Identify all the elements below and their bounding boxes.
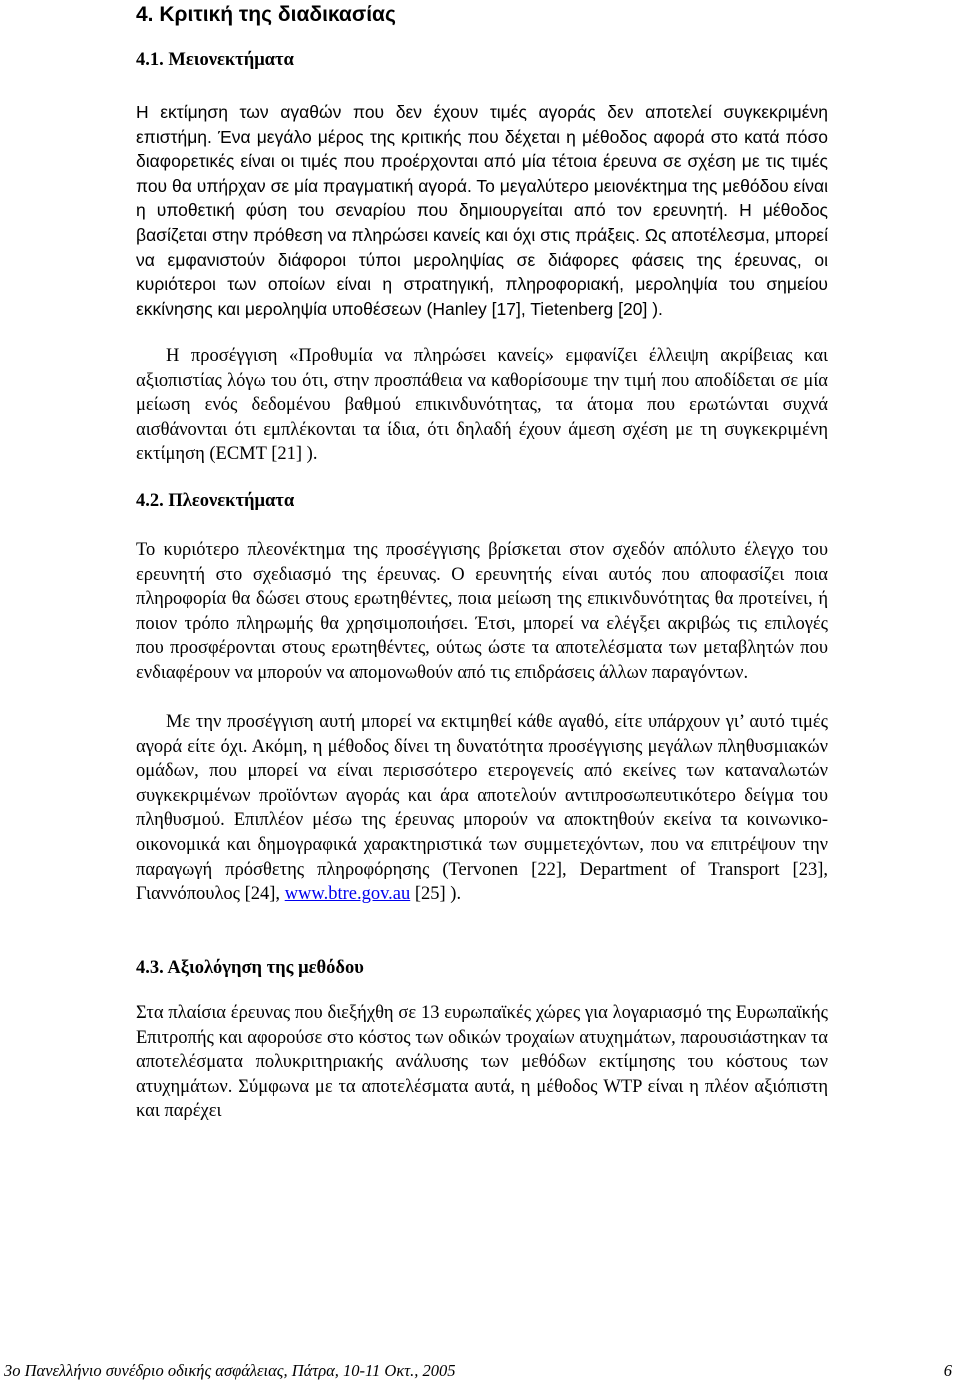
footer-page-number: 6: [943, 1361, 952, 1380]
paragraph-advantages-1: Το κυριότερο πλεονέκτημα της προσέγγισης βρίσκεται στον σχεδόν απόλυτο έλεγχο του ερευνητή στο σχεδιασμό της έρευνας. Ο ερευνητής είναι αυτός που αποφασίζει ποια πληροφορία θα δώσει στους ερωτηθέντες, ποια μείωση της επικινδυνότητας θα προτείνει, ή ποιον τρόπο πληρωμής θα χρησιμοποιήσει. Έτσι, μπορεί να ελέγξει ακριβώς τις επιλογές που προσφέρονται στους ερωτηθέντες, ούτως ώστε τα αποτελέσματα των μεταβλητών που ενδιαφέρουν να μπορούν να απομονωθούν από τις επιδράσεις άλλων παραγόντων.: [136, 540, 828, 683]
paragraph-advantages-2: [136, 710, 828, 907]
paragraph-advantages-2-end: [25] ).: [410, 884, 462, 905]
paragraph-disadvantages-1: Η εκτίμηση των αγαθών που δεν έχουν τιμές αγοράς δεν αποτελεί συγκεκριμένη επιστήμη. Ένα μεγάλο μέρος της κριτικής που δέχεται η μέθοδος αφορά στο κατά πόσο διαφορετικές είναι οι τιμές που προέρχονται από μία τέτοια έρευνα σε σχέση με τις τιμές που θα υπήρχαν σε μία πραγματική αγορά. Το μεγαλύτερο μειονέκτημα της μεθόδου είναι η υποθετική φύση του σεναρίου που δημιουργείται από τον ερευνητή. Η μέθοδος βασίζεται στην πρόθεση να πληρώσει κανείς και όχι στις πράξεις. Ως αποτέλεσμα, μπορεί να εμφανιστούν διάφοροι τύποι μεροληψίας σε διάφορες φάσεις της έρευνας, οι κυριότεροι των οποίων είναι η στρατηγική, πληροφοριακή, μεροληψία του σημείου εκκίνησης και μεροληψία υποθέσεων (Hanley [17], Tietenberg [20] ).: [136, 102, 828, 319]
footer-conference: 3ο Πανελλήνιο συνέδριο οδικής ασφάλειας, Πάτρα, 10-11 Οκτ., 2005: [4, 1361, 456, 1380]
paragraph-evaluation-1: Στα πλαίσια έρευνας που διεξήχθη σε 13 ευρωπαϊκές χώρες για λογαριασμό της Ευρωπαϊκής Επιτροπής και αφορούσε στο κόστος των οδικών τροχαίων ατυχημάτων, παρουσιάστηκαν τα αποτελέσματα πολυκριτηριακής ανάλυσης των μεθόδων εκτίμησης του κόστους των ατυχημάτων. Σύμφωνα με τα αποτελέσματα αυτά, η μέθοδος WTP είναι η πλέον αξιόπιστη και παρέχει: [136, 1003, 828, 1122]
section-heading: 4. Κριτική της διαδικασίας: [136, 3, 396, 26]
paragraph-advantages-2-text: Με την προσέγγιση αυτή μπορεί να εκτιμηθεί κάθε αγαθό, είτε υπάρχουν γι’ αυτό τιμές αγορά είτε όχι. Ακόμη, η μέθοδος δίνει τη δυνατότητα προσέγγισης μεγάλων πληθυσμιακών ομάδων, που μπορεί να είναι περισσότερο ετερογενείς από εκείνες των καταναλωτών συγκεκριμένων προϊόντων αγοράς και άρα αποτελούν αντιπροσωπευτικότερο δείγμα του πληθυσμού. Επιπλέον μέσω της έρευνας μπορούν να αποκτηθούν εκείνα τα κοινωνικο-οικονομικά και δημογραφικά χαρακτηριστικά των συμμετεχόντων, που να επιτρέψουν την παραγωγή πρόσθετης πληροφόρησης (Tervonen [22], Department of Transport [23], Γιαννόπουλος [24],: [136, 712, 828, 905]
paragraph-disadvantages-2: Η προσέγγιση «Προθυμία να πληρώσει κανείς» εμφανίζει έλλειψη ακρίβειας και αξιοπιστίας λόγω του ότι, στην προσπάθεια να καθορίσουμε την τιμή που αποδίδεται σε μία μείωση ενός δεδομένου βαθμού επικινδυνότητας, τα άτομα που ερωτώνται συχνά αισθάνονται ότι εμπλέκονται τα ίδια, ότι δηλαδή έχουν άμεση σχέση με τη συγκεκριμένη εκτίμηση (ECMT [21] ).: [136, 346, 828, 465]
subsection-title-advantages: 4.2. Πλεονεκτήματα: [136, 491, 295, 511]
btre-link[interactable]: www.btre.gov.au: [284, 884, 411, 905]
subsection-title-disadvantages: 4.1. Μειονεκτήματα: [136, 50, 294, 70]
subsection-title-evaluation: 4.3. Αξιολόγηση της μεθόδου: [136, 958, 364, 978]
